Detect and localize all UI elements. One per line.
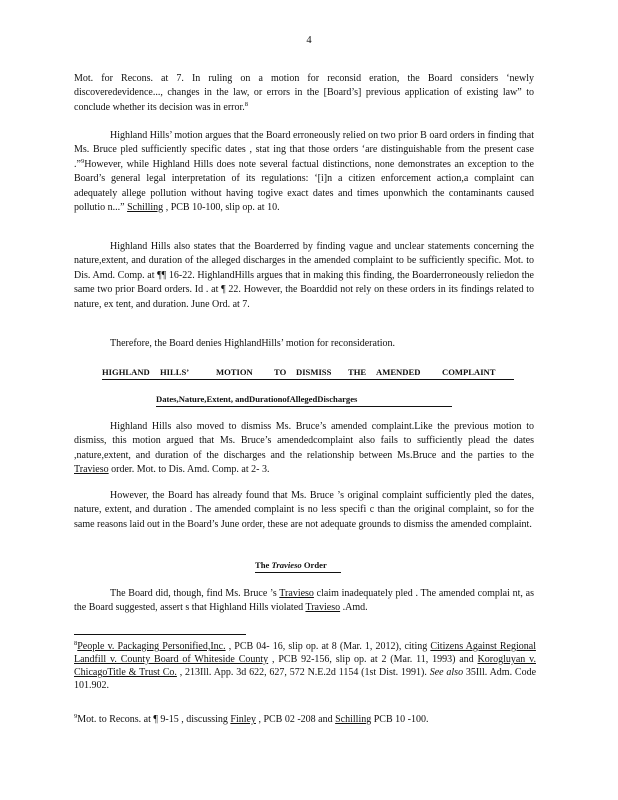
paragraph-text: Highland Hills’ motion argues that the Board erroneously relied on two prior B oard orders in finding that Ms. Bruce pled sufficiently specific dates , stat ing that those orders ‘are distinguishable from the present case .”	[74, 130, 534, 170]
signal-word: See also	[429, 667, 464, 678]
paragraph-text: The Board did, though, find Ms. Bruce ’s	[110, 588, 280, 599]
case-name: Korogluyan v. ChicagoTitle & Trust Co.	[74, 654, 536, 678]
case-name: Travieso	[279, 588, 314, 599]
heading-word: Duration	[248, 394, 283, 404]
paragraph-reconsideration-standard	[74, 72, 534, 115]
footnote-text: Mot. to Recons. at ¶ 9-15 , discussing	[77, 714, 231, 725]
footnote-text: PCB 10 -100.	[371, 714, 429, 725]
heading-word: Discharges	[317, 394, 358, 404]
paragraph-text: However, the Board has already found that Ms. Bruce ’s original complaint sufficiently pled the dates, nature, extent, and duration . The amended complaint is no less specifi c than the original complaint, so for the same reasons laid out in the Board’s June order, these are not adequate grounds to dismiss the amended complaint.	[74, 490, 534, 530]
paragraph-travieso-claim	[74, 587, 534, 616]
case-name: Finley	[230, 714, 256, 725]
paragraph-text: claim inadequately pled . The amended complai nt, as the Board suggested, assert s that Highland Hills violated	[74, 588, 534, 614]
heading-word: THE	[348, 367, 367, 377]
paragraph-text: .Amd.	[340, 602, 368, 614]
page-number: 4	[306, 35, 312, 46]
footnote-text: , PCB 04- 16, slip op. at 8 (Mar. 1, 2012), citing	[225, 641, 431, 652]
heading-word: HILLS’	[160, 367, 190, 377]
paragraph-board-erred	[74, 240, 534, 312]
heading-word: MOTION	[216, 367, 253, 377]
footnote-9	[74, 713, 536, 726]
footnote-text: , 213Ill. App. 3d 622, 627, 572 N.E.2d 1154 (1st Dist. 1991).	[176, 667, 430, 678]
footnote-text: , PCB 02 -208 and	[255, 714, 336, 725]
footnote-mark: 9	[74, 713, 78, 720]
heading-word: DISMISS	[296, 367, 332, 377]
paragraph-already-found	[74, 489, 534, 532]
paragraph-text: Highland Hills also moved to dismiss Ms. Bruce’s amended complaint.Like the previous motion to dismiss, this motion argued that Ms. Bruce’s amendedcomplaint also fails to sufficiently plead the dates ,nature,extent, and duration of the discharges and the relationship between Ms.Bruce and the parties to the	[74, 421, 534, 461]
paragraph-motion-to-dismiss	[74, 420, 534, 478]
footnote-8	[74, 640, 536, 692]
footnote-text: 35Ill. Adm. Code 101.902.	[74, 667, 537, 691]
heading-word: Nature,	[178, 394, 207, 404]
footnote-mark: 8	[74, 640, 78, 647]
case-name: Travieso	[305, 602, 341, 614]
subsection-heading	[156, 394, 452, 407]
subsection-heading-travieso	[255, 560, 341, 573]
heading-word: Dates,	[156, 394, 179, 404]
heading-word: Alleged	[289, 394, 318, 404]
heading-word: COMPLAINT	[442, 367, 496, 377]
paragraph-text: order. Mot. to Dis. Amd. Comp. at 2- 3.	[108, 464, 270, 476]
case-name: Schilling	[335, 714, 372, 725]
footnote-reference: 8	[244, 100, 249, 108]
paragraph-denial	[74, 337, 534, 351]
heading-case-name: Travieso	[271, 560, 302, 570]
footnote-text: , PCB 92-156, slip op. at 2 (Mar. 11, 1993) and	[268, 654, 478, 665]
case-name: Schilling	[127, 202, 164, 214]
paragraph-text: Mot. for Recons. at 7. In ruling on a motion for reconsid eration, the Board considers ‘newly discoveredevidence..., changes in the law, or errors in the [Board’s] previous application of existing law” to conclude whether its decision was in error.	[74, 73, 534, 113]
case-name: Citizens Against Regional Landfill v. County Board of Whiteside County	[74, 641, 536, 665]
case-name: Travieso	[74, 464, 109, 476]
paragraph-text: , PCB 10-100, slip op. at 10.	[163, 202, 280, 214]
case-name: People v. Packaging Personified,Inc.	[77, 641, 226, 652]
section-heading	[102, 367, 514, 380]
heading-word: of	[282, 394, 290, 404]
heading-word: Extent	[206, 394, 231, 404]
heading-word: AMENDED	[376, 367, 421, 377]
paragraph-text: Highland Hills also states that the Boarderred by finding vague and unclear statements concerning the nature,extent, and duration of the alleged discharges in the amended complaint to be sufficiently specific. Mot. to Dis. Amd. Comp. at ¶¶ 16-22. HighlandHills argues that in making this finding, the Boarderroneously reliedon the same two prior Board orders. Id . at ¶ 22. However, the Boarddid not rely on these orders in its findings related to nature, ex tent, and duration. June Ord. at 7.	[74, 241, 534, 310]
footnote-reference: 9	[80, 157, 85, 165]
paragraph-highland-hills-argument	[74, 129, 534, 215]
paragraph-text: Therefore, the Board denies HighlandHills’ motion for reconsideration.	[110, 338, 396, 349]
heading-word: HIGHLAND	[102, 367, 150, 377]
heading-word: Order	[303, 560, 327, 570]
paragraph-text: However, while Highland Hills does note several factual distinctions, none demonstrates an exception to the Board’s general legal interpretation of its regulations: ‘[i]n a citizen enforcement action,a complaint can adequately allege pollution without having togive exact dates and times uponwhich the contaminants caused pollutio n...”	[74, 158, 534, 214]
footnote-divider	[74, 634, 246, 635]
heading-word: , and	[230, 394, 249, 404]
heading-word: The	[255, 560, 270, 570]
heading-word: TO	[274, 367, 287, 377]
